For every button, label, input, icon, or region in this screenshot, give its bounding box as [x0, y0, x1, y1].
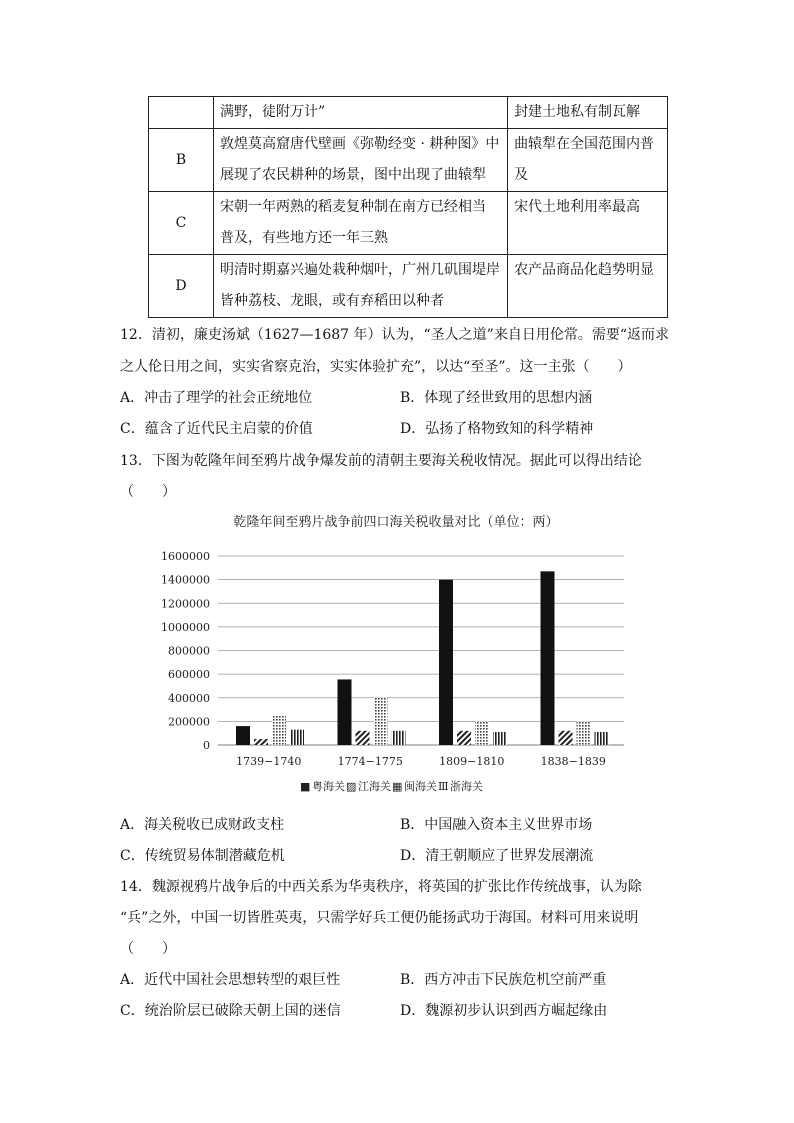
- table-row: [149, 129, 668, 192]
- row-text-line: 及: [514, 167, 529, 183]
- legend-label-jiang: 江海关: [358, 780, 391, 793]
- q13-stem-line2: （ ）: [120, 484, 176, 500]
- q12-option-c[interactable]: C．蕴含了近代民主启蒙的价值: [120, 421, 313, 437]
- q12-option-b[interactable]: B．体现了经世致用的思想内涵: [400, 390, 593, 406]
- bar-jiang: [356, 731, 370, 745]
- y-tick-label: 1400000: [161, 573, 210, 587]
- answer-table: [148, 96, 668, 318]
- row-label: D: [149, 255, 214, 318]
- row-text-line: 明清时期嘉兴遍处栽种烟叶，广州几矶围堤岸: [220, 262, 500, 278]
- q14-option-c[interactable]: C．统治阶层已破除天朝上国的迷信: [120, 1003, 341, 1019]
- bar-yue: [541, 571, 555, 745]
- row-text-line: 宋代土地利用率最高: [514, 199, 641, 215]
- q14-stem-line1: 14．魏源视鸦片战争后的中西关系为华夷秩序，将英国的扩张比作传统战事，认为除: [120, 879, 642, 895]
- q12-stem-line1: 12．清初，廉吏汤斌（1627—1687 年）认为，“圣人之道”来自日用伦常。需要“返而求: [120, 327, 669, 343]
- q13-option-c[interactable]: C．传统贸易体制潜藏危机: [120, 848, 285, 864]
- row-content: [214, 129, 508, 192]
- legend-mark-yue: ■: [300, 780, 311, 793]
- row-content: [214, 255, 508, 318]
- bar-yue: [439, 580, 453, 745]
- q12-option-d[interactable]: D．弘扬了格物致知的科学精神: [400, 421, 594, 437]
- row-text-line: 敦煌莫高窟唐代壁画《弥勒经变 · 耕种图》中: [220, 136, 500, 152]
- row-text-line: 普及，有些地方还一年三熟: [220, 230, 388, 246]
- bar-yue: [236, 726, 250, 745]
- y-tick-label: 600000: [168, 668, 210, 682]
- legend-mark-min: ▦: [392, 780, 403, 793]
- bar-min: [475, 721, 489, 745]
- row-content: [214, 97, 508, 129]
- legend-label-zhe: 浙海关: [450, 780, 483, 793]
- x-tick-label: 1739−1740: [236, 755, 302, 768]
- q14-stem-line2: “兵”之外，中国一切皆胜英夷，只需学好兵工便仍能扬武功于海国。材料可用来说明: [120, 910, 639, 926]
- q14-stem-line3: （ ）: [120, 941, 176, 957]
- q13-stem-line1: 13．下图为乾隆年间至鸦片战争爆发前的清朝主要海关税收情况。据此可以得出结论: [120, 453, 642, 469]
- row-label: C: [149, 192, 214, 255]
- q14-option-d[interactable]: D．魏源初步认识到西方崛起缘由: [400, 1003, 608, 1019]
- bar-zhe: [392, 731, 406, 745]
- q14-option-a[interactable]: A．近代中国社会思想转型的艰巨性: [120, 972, 341, 988]
- row-text-line: 宋朝一年两熟的稻麦复种制在南方已经相当: [220, 199, 486, 215]
- legend-mark-zhe: Ⅲ: [438, 780, 449, 793]
- row-text-line: 皆种荔枝、龙眼，或有弃稻田以种者: [220, 293, 444, 309]
- row-conclusion: [508, 192, 668, 255]
- q13-option-a[interactable]: A．海关税收已成财政支柱: [120, 817, 285, 833]
- y-tick-label: 200000: [168, 715, 210, 729]
- y-tick-label: 1200000: [161, 597, 210, 611]
- x-tick-label: 1809−1810: [439, 755, 505, 768]
- row-text-line: 满野，徒附万计”: [220, 104, 326, 120]
- x-tick-label: 1838−1839: [540, 755, 606, 768]
- q12-stem-line2: 之人伦日用之间，实实省察克治，实实体验扩充”，以达“至圣”。这一主张（ ）: [120, 359, 632, 375]
- bar-zhe: [290, 730, 304, 745]
- q12-option-a[interactable]: A．冲击了理学的社会正统地位: [120, 390, 313, 406]
- table-row: [149, 97, 668, 129]
- legend-label-min: 闽海关: [404, 780, 437, 793]
- chart-title: 乾隆年间至鸦片战争前四口海关税收量对比（单位：两）: [233, 515, 559, 530]
- row-label: [149, 97, 214, 129]
- bar-min: [577, 721, 591, 745]
- row-conclusion: [508, 129, 668, 192]
- row-text-line: 曲辕犁在全国范围内普: [514, 136, 655, 152]
- bar-zhe: [595, 732, 609, 745]
- q13-option-d[interactable]: D．清王朝顺应了世界发展潮流: [400, 848, 594, 864]
- y-tick-label: 1000000: [161, 620, 210, 634]
- row-text-line: 展现了农民耕种的场景，图中出现了曲辕犁: [220, 167, 486, 183]
- bar-jiang: [254, 739, 268, 745]
- tariff-bar-chart: [120, 500, 680, 800]
- row-label: B: [149, 129, 214, 192]
- bar-min: [272, 715, 286, 745]
- row-text-line: 封建土地私有制瓦解: [514, 104, 641, 120]
- bar-jiang: [559, 731, 573, 745]
- row-conclusion: [508, 255, 668, 318]
- bar-yue: [338, 679, 352, 745]
- legend-mark-jiang: ▨: [346, 780, 357, 793]
- x-tick-label: 1774−1775: [337, 755, 403, 768]
- y-tick-label: 400000: [168, 691, 210, 705]
- y-tick-label: 0: [203, 739, 210, 752]
- bar-zhe: [493, 732, 507, 745]
- y-tick-label: 1600000: [161, 550, 210, 563]
- bar-jiang: [457, 731, 471, 745]
- row-text-line: 农产品商品化趋势明显: [514, 262, 655, 278]
- bar-min: [374, 698, 388, 745]
- q13-option-b[interactable]: B．中国融入资本主义世界市场: [400, 817, 593, 833]
- row-content: [214, 192, 508, 255]
- legend-label-yue: 粤海关: [312, 780, 345, 793]
- table-row: [149, 255, 668, 318]
- table-row: [149, 192, 668, 255]
- row-conclusion: [508, 97, 668, 129]
- y-tick-label: 800000: [168, 644, 210, 658]
- q14-option-b[interactable]: B．西方冲击下民族危机空前严重: [400, 972, 607, 988]
